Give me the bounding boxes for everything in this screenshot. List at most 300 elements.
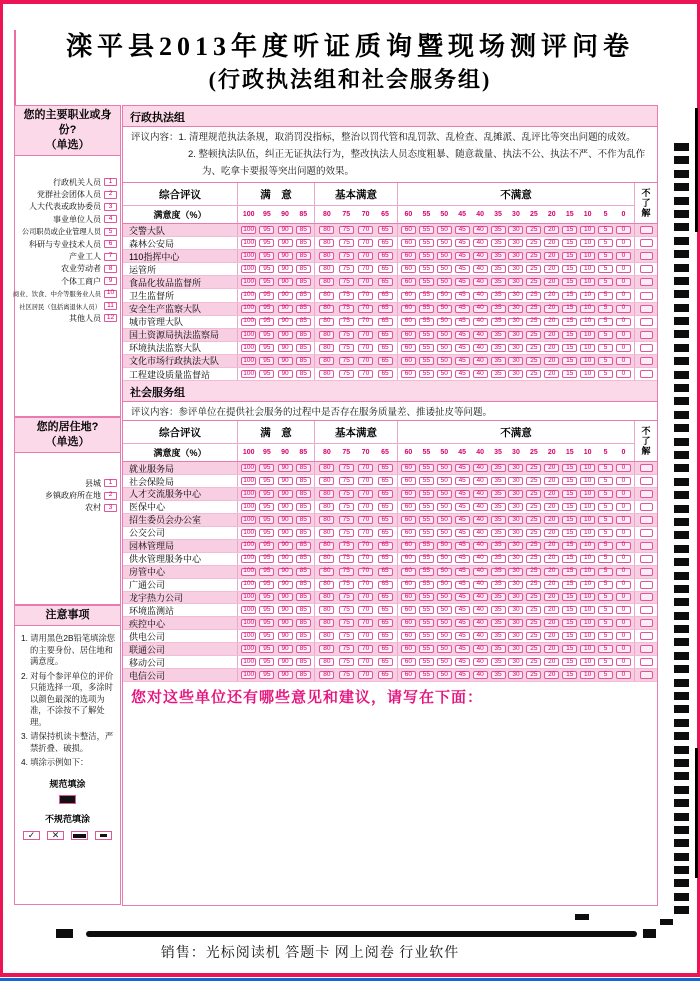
score-bubble-20[interactable]: 20 bbox=[544, 632, 559, 640]
score-bubble-15[interactable]: 15 bbox=[562, 516, 577, 524]
score-bubble-10[interactable]: 10 bbox=[580, 555, 595, 563]
score-bubble-5[interactable]: 5 bbox=[598, 265, 613, 273]
unknown-bubble[interactable] bbox=[640, 252, 653, 260]
score-bubble-90[interactable]: 90 bbox=[278, 490, 293, 498]
option-bubble[interactable]: 1 bbox=[104, 479, 117, 487]
score-bubble-60[interactable]: 60 bbox=[401, 645, 416, 653]
score-bubble-95[interactable]: 95 bbox=[259, 318, 274, 326]
score-bubble-100[interactable]: 100 bbox=[241, 555, 256, 563]
score-bubble-50[interactable]: 50 bbox=[437, 464, 452, 472]
score-bubble-75[interactable]: 75 bbox=[339, 555, 354, 563]
score-bubble-55[interactable]: 55 bbox=[419, 305, 434, 313]
score-bubble-40[interactable]: 40 bbox=[473, 226, 488, 234]
score-bubble-85[interactable]: 85 bbox=[296, 503, 311, 511]
score-bubble-30[interactable]: 30 bbox=[508, 318, 523, 326]
score-bubble-95[interactable]: 95 bbox=[259, 357, 274, 365]
score-bubble-0[interactable]: 0 bbox=[616, 331, 631, 339]
score-bubble-65[interactable]: 65 bbox=[378, 645, 393, 653]
score-bubble-100[interactable]: 100 bbox=[241, 464, 256, 472]
unknown-bubble[interactable] bbox=[640, 645, 653, 653]
score-bubble-55[interactable]: 55 bbox=[419, 568, 434, 576]
score-bubble-60[interactable]: 60 bbox=[401, 370, 416, 378]
option-bubble[interactable]: 11 bbox=[104, 302, 117, 310]
score-bubble-75[interactable]: 75 bbox=[339, 477, 354, 485]
score-bubble-30[interactable]: 30 bbox=[508, 503, 523, 511]
score-bubble-70[interactable]: 70 bbox=[358, 331, 373, 339]
score-bubble-70[interactable]: 70 bbox=[358, 529, 373, 537]
score-bubble-80[interactable]: 80 bbox=[319, 619, 334, 627]
score-bubble-50[interactable]: 50 bbox=[437, 357, 452, 365]
score-bubble-60[interactable]: 60 bbox=[401, 278, 416, 286]
score-bubble-25[interactable]: 25 bbox=[526, 593, 541, 601]
score-bubble-45[interactable]: 45 bbox=[455, 593, 470, 601]
score-bubble-65[interactable]: 65 bbox=[378, 568, 393, 576]
score-bubble-60[interactable]: 60 bbox=[401, 581, 416, 589]
score-bubble-5[interactable]: 5 bbox=[598, 292, 613, 300]
score-bubble-85[interactable]: 85 bbox=[296, 464, 311, 472]
score-bubble-50[interactable]: 50 bbox=[437, 671, 452, 679]
score-bubble-100[interactable]: 100 bbox=[241, 292, 256, 300]
score-bubble-35[interactable]: 35 bbox=[491, 568, 506, 576]
score-bubble-85[interactable]: 85 bbox=[296, 477, 311, 485]
score-bubble-95[interactable]: 95 bbox=[259, 278, 274, 286]
score-bubble-90[interactable]: 90 bbox=[278, 239, 293, 247]
score-bubble-85[interactable]: 85 bbox=[296, 671, 311, 679]
score-bubble-10[interactable]: 10 bbox=[580, 226, 595, 234]
score-bubble-65[interactable]: 65 bbox=[378, 265, 393, 273]
score-bubble-20[interactable]: 20 bbox=[544, 357, 559, 365]
option-bubble[interactable]: 10 bbox=[104, 290, 117, 298]
score-bubble-75[interactable]: 75 bbox=[339, 344, 354, 352]
score-bubble-35[interactable]: 35 bbox=[491, 503, 506, 511]
score-bubble-15[interactable]: 15 bbox=[562, 645, 577, 653]
option-bubble[interactable]: 1 bbox=[104, 178, 117, 186]
score-bubble-15[interactable]: 15 bbox=[562, 671, 577, 679]
score-bubble-65[interactable]: 65 bbox=[378, 464, 393, 472]
score-bubble-25[interactable]: 25 bbox=[526, 357, 541, 365]
score-bubble-40[interactable]: 40 bbox=[473, 278, 488, 286]
score-bubble-20[interactable]: 20 bbox=[544, 278, 559, 286]
score-bubble-20[interactable]: 20 bbox=[544, 344, 559, 352]
score-bubble-60[interactable]: 60 bbox=[401, 477, 416, 485]
score-bubble-45[interactable]: 45 bbox=[455, 252, 470, 260]
score-bubble-25[interactable]: 25 bbox=[526, 503, 541, 511]
score-bubble-5[interactable]: 5 bbox=[598, 658, 613, 666]
score-bubble-65[interactable]: 65 bbox=[378, 658, 393, 666]
score-bubble-95[interactable]: 95 bbox=[259, 265, 274, 273]
score-bubble-0[interactable]: 0 bbox=[616, 645, 631, 653]
score-bubble-0[interactable]: 0 bbox=[616, 305, 631, 313]
score-bubble-50[interactable]: 50 bbox=[437, 503, 452, 511]
score-bubble-85[interactable]: 85 bbox=[296, 344, 311, 352]
score-bubble-70[interactable]: 70 bbox=[358, 370, 373, 378]
score-bubble-0[interactable]: 0 bbox=[616, 632, 631, 640]
score-bubble-90[interactable]: 90 bbox=[278, 593, 293, 601]
score-bubble-100[interactable]: 100 bbox=[241, 645, 256, 653]
score-bubble-5[interactable]: 5 bbox=[598, 344, 613, 352]
score-bubble-60[interactable]: 60 bbox=[401, 606, 416, 614]
score-bubble-70[interactable]: 70 bbox=[358, 477, 373, 485]
score-bubble-15[interactable]: 15 bbox=[562, 265, 577, 273]
score-bubble-0[interactable]: 0 bbox=[616, 464, 631, 472]
score-bubble-35[interactable]: 35 bbox=[491, 252, 506, 260]
score-bubble-10[interactable]: 10 bbox=[580, 344, 595, 352]
score-bubble-45[interactable]: 45 bbox=[455, 645, 470, 653]
score-bubble-65[interactable]: 65 bbox=[378, 477, 393, 485]
score-bubble-0[interactable]: 0 bbox=[616, 542, 631, 550]
score-bubble-50[interactable]: 50 bbox=[437, 529, 452, 537]
score-bubble-50[interactable]: 50 bbox=[437, 645, 452, 653]
score-bubble-30[interactable]: 30 bbox=[508, 477, 523, 485]
score-bubble-10[interactable]: 10 bbox=[580, 370, 595, 378]
score-bubble-90[interactable]: 90 bbox=[278, 645, 293, 653]
score-bubble-85[interactable]: 85 bbox=[296, 516, 311, 524]
score-bubble-50[interactable]: 50 bbox=[437, 265, 452, 273]
score-bubble-40[interactable]: 40 bbox=[473, 370, 488, 378]
score-bubble-25[interactable]: 25 bbox=[526, 477, 541, 485]
score-bubble-60[interactable]: 60 bbox=[401, 658, 416, 666]
score-bubble-5[interactable]: 5 bbox=[598, 516, 613, 524]
score-bubble-75[interactable]: 75 bbox=[339, 593, 354, 601]
score-bubble-100[interactable]: 100 bbox=[241, 503, 256, 511]
unknown-bubble[interactable] bbox=[640, 357, 653, 365]
score-bubble-95[interactable]: 95 bbox=[259, 252, 274, 260]
score-bubble-0[interactable]: 0 bbox=[616, 370, 631, 378]
score-bubble-40[interactable]: 40 bbox=[473, 305, 488, 313]
score-bubble-85[interactable]: 85 bbox=[296, 593, 311, 601]
score-bubble-70[interactable]: 70 bbox=[358, 305, 373, 313]
score-bubble-55[interactable]: 55 bbox=[419, 331, 434, 339]
score-bubble-25[interactable]: 25 bbox=[526, 632, 541, 640]
unknown-bubble[interactable] bbox=[640, 568, 653, 576]
score-bubble-25[interactable]: 25 bbox=[526, 555, 541, 563]
score-bubble-75[interactable]: 75 bbox=[339, 490, 354, 498]
option-bubble[interactable]: 2 bbox=[104, 191, 117, 199]
score-bubble-0[interactable]: 0 bbox=[616, 529, 631, 537]
score-bubble-75[interactable]: 75 bbox=[339, 278, 354, 286]
score-bubble-10[interactable]: 10 bbox=[580, 305, 595, 313]
score-bubble-95[interactable]: 95 bbox=[259, 568, 274, 576]
score-bubble-95[interactable]: 95 bbox=[259, 516, 274, 524]
score-bubble-0[interactable]: 0 bbox=[616, 344, 631, 352]
score-bubble-5[interactable]: 5 bbox=[598, 464, 613, 472]
score-bubble-60[interactable]: 60 bbox=[401, 529, 416, 537]
score-bubble-40[interactable]: 40 bbox=[473, 464, 488, 472]
option-bubble[interactable]: 9 bbox=[104, 277, 117, 285]
score-bubble-20[interactable]: 20 bbox=[544, 619, 559, 627]
score-bubble-85[interactable]: 85 bbox=[296, 619, 311, 627]
score-bubble-85[interactable]: 85 bbox=[296, 370, 311, 378]
score-bubble-25[interactable]: 25 bbox=[526, 278, 541, 286]
score-bubble-40[interactable]: 40 bbox=[473, 568, 488, 576]
score-bubble-5[interactable]: 5 bbox=[598, 542, 613, 550]
score-bubble-15[interactable]: 15 bbox=[562, 370, 577, 378]
unknown-bubble[interactable] bbox=[640, 542, 653, 550]
score-bubble-30[interactable]: 30 bbox=[508, 645, 523, 653]
score-bubble-50[interactable]: 50 bbox=[437, 568, 452, 576]
score-bubble-100[interactable]: 100 bbox=[241, 568, 256, 576]
score-bubble-50[interactable]: 50 bbox=[437, 305, 452, 313]
score-bubble-15[interactable]: 15 bbox=[562, 658, 577, 666]
score-bubble-30[interactable]: 30 bbox=[508, 331, 523, 339]
score-bubble-90[interactable]: 90 bbox=[278, 278, 293, 286]
score-bubble-75[interactable]: 75 bbox=[339, 671, 354, 679]
score-bubble-75[interactable]: 75 bbox=[339, 370, 354, 378]
score-bubble-55[interactable]: 55 bbox=[419, 503, 434, 511]
score-bubble-0[interactable]: 0 bbox=[616, 658, 631, 666]
score-bubble-0[interactable]: 0 bbox=[616, 318, 631, 326]
score-bubble-20[interactable]: 20 bbox=[544, 265, 559, 273]
unknown-bubble[interactable] bbox=[640, 555, 653, 563]
score-bubble-70[interactable]: 70 bbox=[358, 252, 373, 260]
score-bubble-25[interactable]: 25 bbox=[526, 671, 541, 679]
score-bubble-5[interactable]: 5 bbox=[598, 568, 613, 576]
score-bubble-35[interactable]: 35 bbox=[491, 632, 506, 640]
score-bubble-40[interactable]: 40 bbox=[473, 477, 488, 485]
score-bubble-45[interactable]: 45 bbox=[455, 542, 470, 550]
score-bubble-15[interactable]: 15 bbox=[562, 305, 577, 313]
score-bubble-75[interactable]: 75 bbox=[339, 292, 354, 300]
score-bubble-70[interactable]: 70 bbox=[358, 581, 373, 589]
score-bubble-55[interactable]: 55 bbox=[419, 464, 434, 472]
score-bubble-40[interactable]: 40 bbox=[473, 239, 488, 247]
score-bubble-25[interactable]: 25 bbox=[526, 318, 541, 326]
score-bubble-0[interactable]: 0 bbox=[616, 357, 631, 365]
score-bubble-80[interactable]: 80 bbox=[319, 632, 334, 640]
score-bubble-80[interactable]: 80 bbox=[319, 658, 334, 666]
option-bubble[interactable]: 4 bbox=[104, 215, 117, 223]
score-bubble-65[interactable]: 65 bbox=[378, 581, 393, 589]
score-bubble-70[interactable]: 70 bbox=[358, 490, 373, 498]
score-bubble-15[interactable]: 15 bbox=[562, 318, 577, 326]
score-bubble-30[interactable]: 30 bbox=[508, 226, 523, 234]
score-bubble-50[interactable]: 50 bbox=[437, 516, 452, 524]
score-bubble-70[interactable]: 70 bbox=[358, 619, 373, 627]
score-bubble-50[interactable]: 50 bbox=[437, 370, 452, 378]
unknown-bubble[interactable] bbox=[640, 239, 653, 247]
score-bubble-25[interactable]: 25 bbox=[526, 529, 541, 537]
score-bubble-15[interactable]: 15 bbox=[562, 292, 577, 300]
score-bubble-0[interactable]: 0 bbox=[616, 278, 631, 286]
score-bubble-10[interactable]: 10 bbox=[580, 568, 595, 576]
score-bubble-100[interactable]: 100 bbox=[241, 239, 256, 247]
unknown-bubble[interactable] bbox=[640, 671, 653, 679]
score-bubble-20[interactable]: 20 bbox=[544, 331, 559, 339]
score-bubble-55[interactable]: 55 bbox=[419, 357, 434, 365]
score-bubble-80[interactable]: 80 bbox=[319, 516, 334, 524]
score-bubble-65[interactable]: 65 bbox=[378, 239, 393, 247]
score-bubble-55[interactable]: 55 bbox=[419, 529, 434, 537]
score-bubble-0[interactable]: 0 bbox=[616, 606, 631, 614]
score-bubble-45[interactable]: 45 bbox=[455, 658, 470, 666]
score-bubble-15[interactable]: 15 bbox=[562, 593, 577, 601]
score-bubble-5[interactable]: 5 bbox=[598, 370, 613, 378]
score-bubble-5[interactable]: 5 bbox=[598, 645, 613, 653]
score-bubble-70[interactable]: 70 bbox=[358, 516, 373, 524]
score-bubble-45[interactable]: 45 bbox=[455, 331, 470, 339]
score-bubble-75[interactable]: 75 bbox=[339, 357, 354, 365]
score-bubble-20[interactable]: 20 bbox=[544, 490, 559, 498]
score-bubble-95[interactable]: 95 bbox=[259, 305, 274, 313]
option-bubble[interactable]: 3 bbox=[104, 504, 117, 512]
score-bubble-45[interactable]: 45 bbox=[455, 357, 470, 365]
score-bubble-5[interactable]: 5 bbox=[598, 331, 613, 339]
score-bubble-85[interactable]: 85 bbox=[296, 318, 311, 326]
score-bubble-10[interactable]: 10 bbox=[580, 464, 595, 472]
score-bubble-75[interactable]: 75 bbox=[339, 252, 354, 260]
score-bubble-25[interactable]: 25 bbox=[526, 305, 541, 313]
score-bubble-70[interactable]: 70 bbox=[358, 632, 373, 640]
score-bubble-75[interactable]: 75 bbox=[339, 581, 354, 589]
score-bubble-35[interactable]: 35 bbox=[491, 265, 506, 273]
score-bubble-5[interactable]: 5 bbox=[598, 305, 613, 313]
score-bubble-0[interactable]: 0 bbox=[616, 581, 631, 589]
unknown-bubble[interactable] bbox=[640, 490, 653, 498]
score-bubble-20[interactable]: 20 bbox=[544, 658, 559, 666]
score-bubble-85[interactable]: 85 bbox=[296, 331, 311, 339]
score-bubble-20[interactable]: 20 bbox=[544, 645, 559, 653]
score-bubble-35[interactable]: 35 bbox=[491, 464, 506, 472]
score-bubble-35[interactable]: 35 bbox=[491, 344, 506, 352]
score-bubble-10[interactable]: 10 bbox=[580, 645, 595, 653]
score-bubble-40[interactable]: 40 bbox=[473, 357, 488, 365]
score-bubble-30[interactable]: 30 bbox=[508, 370, 523, 378]
score-bubble-30[interactable]: 30 bbox=[508, 252, 523, 260]
score-bubble-40[interactable]: 40 bbox=[473, 265, 488, 273]
score-bubble-35[interactable]: 35 bbox=[491, 671, 506, 679]
score-bubble-30[interactable]: 30 bbox=[508, 658, 523, 666]
score-bubble-95[interactable]: 95 bbox=[259, 331, 274, 339]
score-bubble-30[interactable]: 30 bbox=[508, 542, 523, 550]
score-bubble-95[interactable]: 95 bbox=[259, 490, 274, 498]
score-bubble-40[interactable]: 40 bbox=[473, 581, 488, 589]
score-bubble-0[interactable]: 0 bbox=[616, 292, 631, 300]
score-bubble-65[interactable]: 65 bbox=[378, 503, 393, 511]
score-bubble-25[interactable]: 25 bbox=[526, 606, 541, 614]
score-bubble-20[interactable]: 20 bbox=[544, 318, 559, 326]
score-bubble-30[interactable]: 30 bbox=[508, 464, 523, 472]
score-bubble-55[interactable]: 55 bbox=[419, 370, 434, 378]
score-bubble-85[interactable]: 85 bbox=[296, 581, 311, 589]
score-bubble-50[interactable]: 50 bbox=[437, 632, 452, 640]
score-bubble-100[interactable]: 100 bbox=[241, 477, 256, 485]
score-bubble-5[interactable]: 5 bbox=[598, 318, 613, 326]
score-bubble-25[interactable]: 25 bbox=[526, 226, 541, 234]
score-bubble-20[interactable]: 20 bbox=[544, 305, 559, 313]
score-bubble-40[interactable]: 40 bbox=[473, 606, 488, 614]
score-bubble-80[interactable]: 80 bbox=[319, 477, 334, 485]
score-bubble-5[interactable]: 5 bbox=[598, 671, 613, 679]
score-bubble-45[interactable]: 45 bbox=[455, 671, 470, 679]
score-bubble-15[interactable]: 15 bbox=[562, 331, 577, 339]
score-bubble-85[interactable]: 85 bbox=[296, 542, 311, 550]
score-bubble-30[interactable]: 30 bbox=[508, 606, 523, 614]
score-bubble-100[interactable]: 100 bbox=[241, 619, 256, 627]
score-bubble-20[interactable]: 20 bbox=[544, 671, 559, 679]
option-bubble[interactable]: 6 bbox=[104, 240, 117, 248]
score-bubble-100[interactable]: 100 bbox=[241, 606, 256, 614]
score-bubble-10[interactable]: 10 bbox=[580, 619, 595, 627]
score-bubble-100[interactable]: 100 bbox=[241, 265, 256, 273]
score-bubble-90[interactable]: 90 bbox=[278, 464, 293, 472]
score-bubble-10[interactable]: 10 bbox=[580, 490, 595, 498]
unknown-bubble[interactable] bbox=[640, 606, 653, 614]
score-bubble-35[interactable]: 35 bbox=[491, 658, 506, 666]
score-bubble-80[interactable]: 80 bbox=[319, 490, 334, 498]
score-bubble-35[interactable]: 35 bbox=[491, 370, 506, 378]
score-bubble-70[interactable]: 70 bbox=[358, 606, 373, 614]
score-bubble-55[interactable]: 55 bbox=[419, 477, 434, 485]
unknown-bubble[interactable] bbox=[640, 305, 653, 313]
score-bubble-80[interactable]: 80 bbox=[319, 671, 334, 679]
score-bubble-65[interactable]: 65 bbox=[378, 593, 393, 601]
score-bubble-45[interactable]: 45 bbox=[455, 305, 470, 313]
score-bubble-80[interactable]: 80 bbox=[319, 265, 334, 273]
score-bubble-90[interactable]: 90 bbox=[278, 568, 293, 576]
unknown-bubble[interactable] bbox=[640, 619, 653, 627]
score-bubble-50[interactable]: 50 bbox=[437, 581, 452, 589]
score-bubble-100[interactable]: 100 bbox=[241, 318, 256, 326]
score-bubble-30[interactable]: 30 bbox=[508, 632, 523, 640]
score-bubble-95[interactable]: 95 bbox=[259, 292, 274, 300]
score-bubble-95[interactable]: 95 bbox=[259, 344, 274, 352]
score-bubble-45[interactable]: 45 bbox=[455, 606, 470, 614]
score-bubble-75[interactable]: 75 bbox=[339, 658, 354, 666]
score-bubble-30[interactable]: 30 bbox=[508, 357, 523, 365]
score-bubble-55[interactable]: 55 bbox=[419, 555, 434, 563]
score-bubble-75[interactable]: 75 bbox=[339, 645, 354, 653]
score-bubble-75[interactable]: 75 bbox=[339, 239, 354, 247]
score-bubble-10[interactable]: 10 bbox=[580, 593, 595, 601]
option-bubble[interactable]: 12 bbox=[104, 314, 117, 322]
score-bubble-5[interactable]: 5 bbox=[598, 632, 613, 640]
score-bubble-50[interactable]: 50 bbox=[437, 593, 452, 601]
comments-area[interactable] bbox=[123, 682, 657, 711]
score-bubble-40[interactable]: 40 bbox=[473, 252, 488, 260]
score-bubble-65[interactable]: 65 bbox=[378, 516, 393, 524]
score-bubble-70[interactable]: 70 bbox=[358, 555, 373, 563]
score-bubble-65[interactable]: 65 bbox=[378, 357, 393, 365]
score-bubble-85[interactable]: 85 bbox=[296, 606, 311, 614]
score-bubble-80[interactable]: 80 bbox=[319, 357, 334, 365]
score-bubble-60[interactable]: 60 bbox=[401, 568, 416, 576]
score-bubble-65[interactable]: 65 bbox=[378, 490, 393, 498]
score-bubble-55[interactable]: 55 bbox=[419, 318, 434, 326]
score-bubble-90[interactable]: 90 bbox=[278, 318, 293, 326]
score-bubble-75[interactable]: 75 bbox=[339, 619, 354, 627]
score-bubble-20[interactable]: 20 bbox=[544, 464, 559, 472]
score-bubble-25[interactable]: 25 bbox=[526, 568, 541, 576]
score-bubble-65[interactable]: 65 bbox=[378, 529, 393, 537]
score-bubble-55[interactable]: 55 bbox=[419, 265, 434, 273]
score-bubble-45[interactable]: 45 bbox=[455, 503, 470, 511]
score-bubble-0[interactable]: 0 bbox=[616, 252, 631, 260]
score-bubble-35[interactable]: 35 bbox=[491, 331, 506, 339]
score-bubble-80[interactable]: 80 bbox=[319, 278, 334, 286]
score-bubble-75[interactable]: 75 bbox=[339, 265, 354, 273]
score-bubble-5[interactable]: 5 bbox=[598, 278, 613, 286]
score-bubble-45[interactable]: 45 bbox=[455, 292, 470, 300]
score-bubble-85[interactable]: 85 bbox=[296, 568, 311, 576]
score-bubble-95[interactable]: 95 bbox=[259, 503, 274, 511]
score-bubble-5[interactable]: 5 bbox=[598, 252, 613, 260]
score-bubble-95[interactable]: 95 bbox=[259, 581, 274, 589]
score-bubble-5[interactable]: 5 bbox=[598, 581, 613, 589]
score-bubble-85[interactable]: 85 bbox=[296, 265, 311, 273]
score-bubble-0[interactable]: 0 bbox=[616, 671, 631, 679]
option-bubble[interactable]: 5 bbox=[104, 228, 117, 236]
score-bubble-50[interactable]: 50 bbox=[437, 331, 452, 339]
